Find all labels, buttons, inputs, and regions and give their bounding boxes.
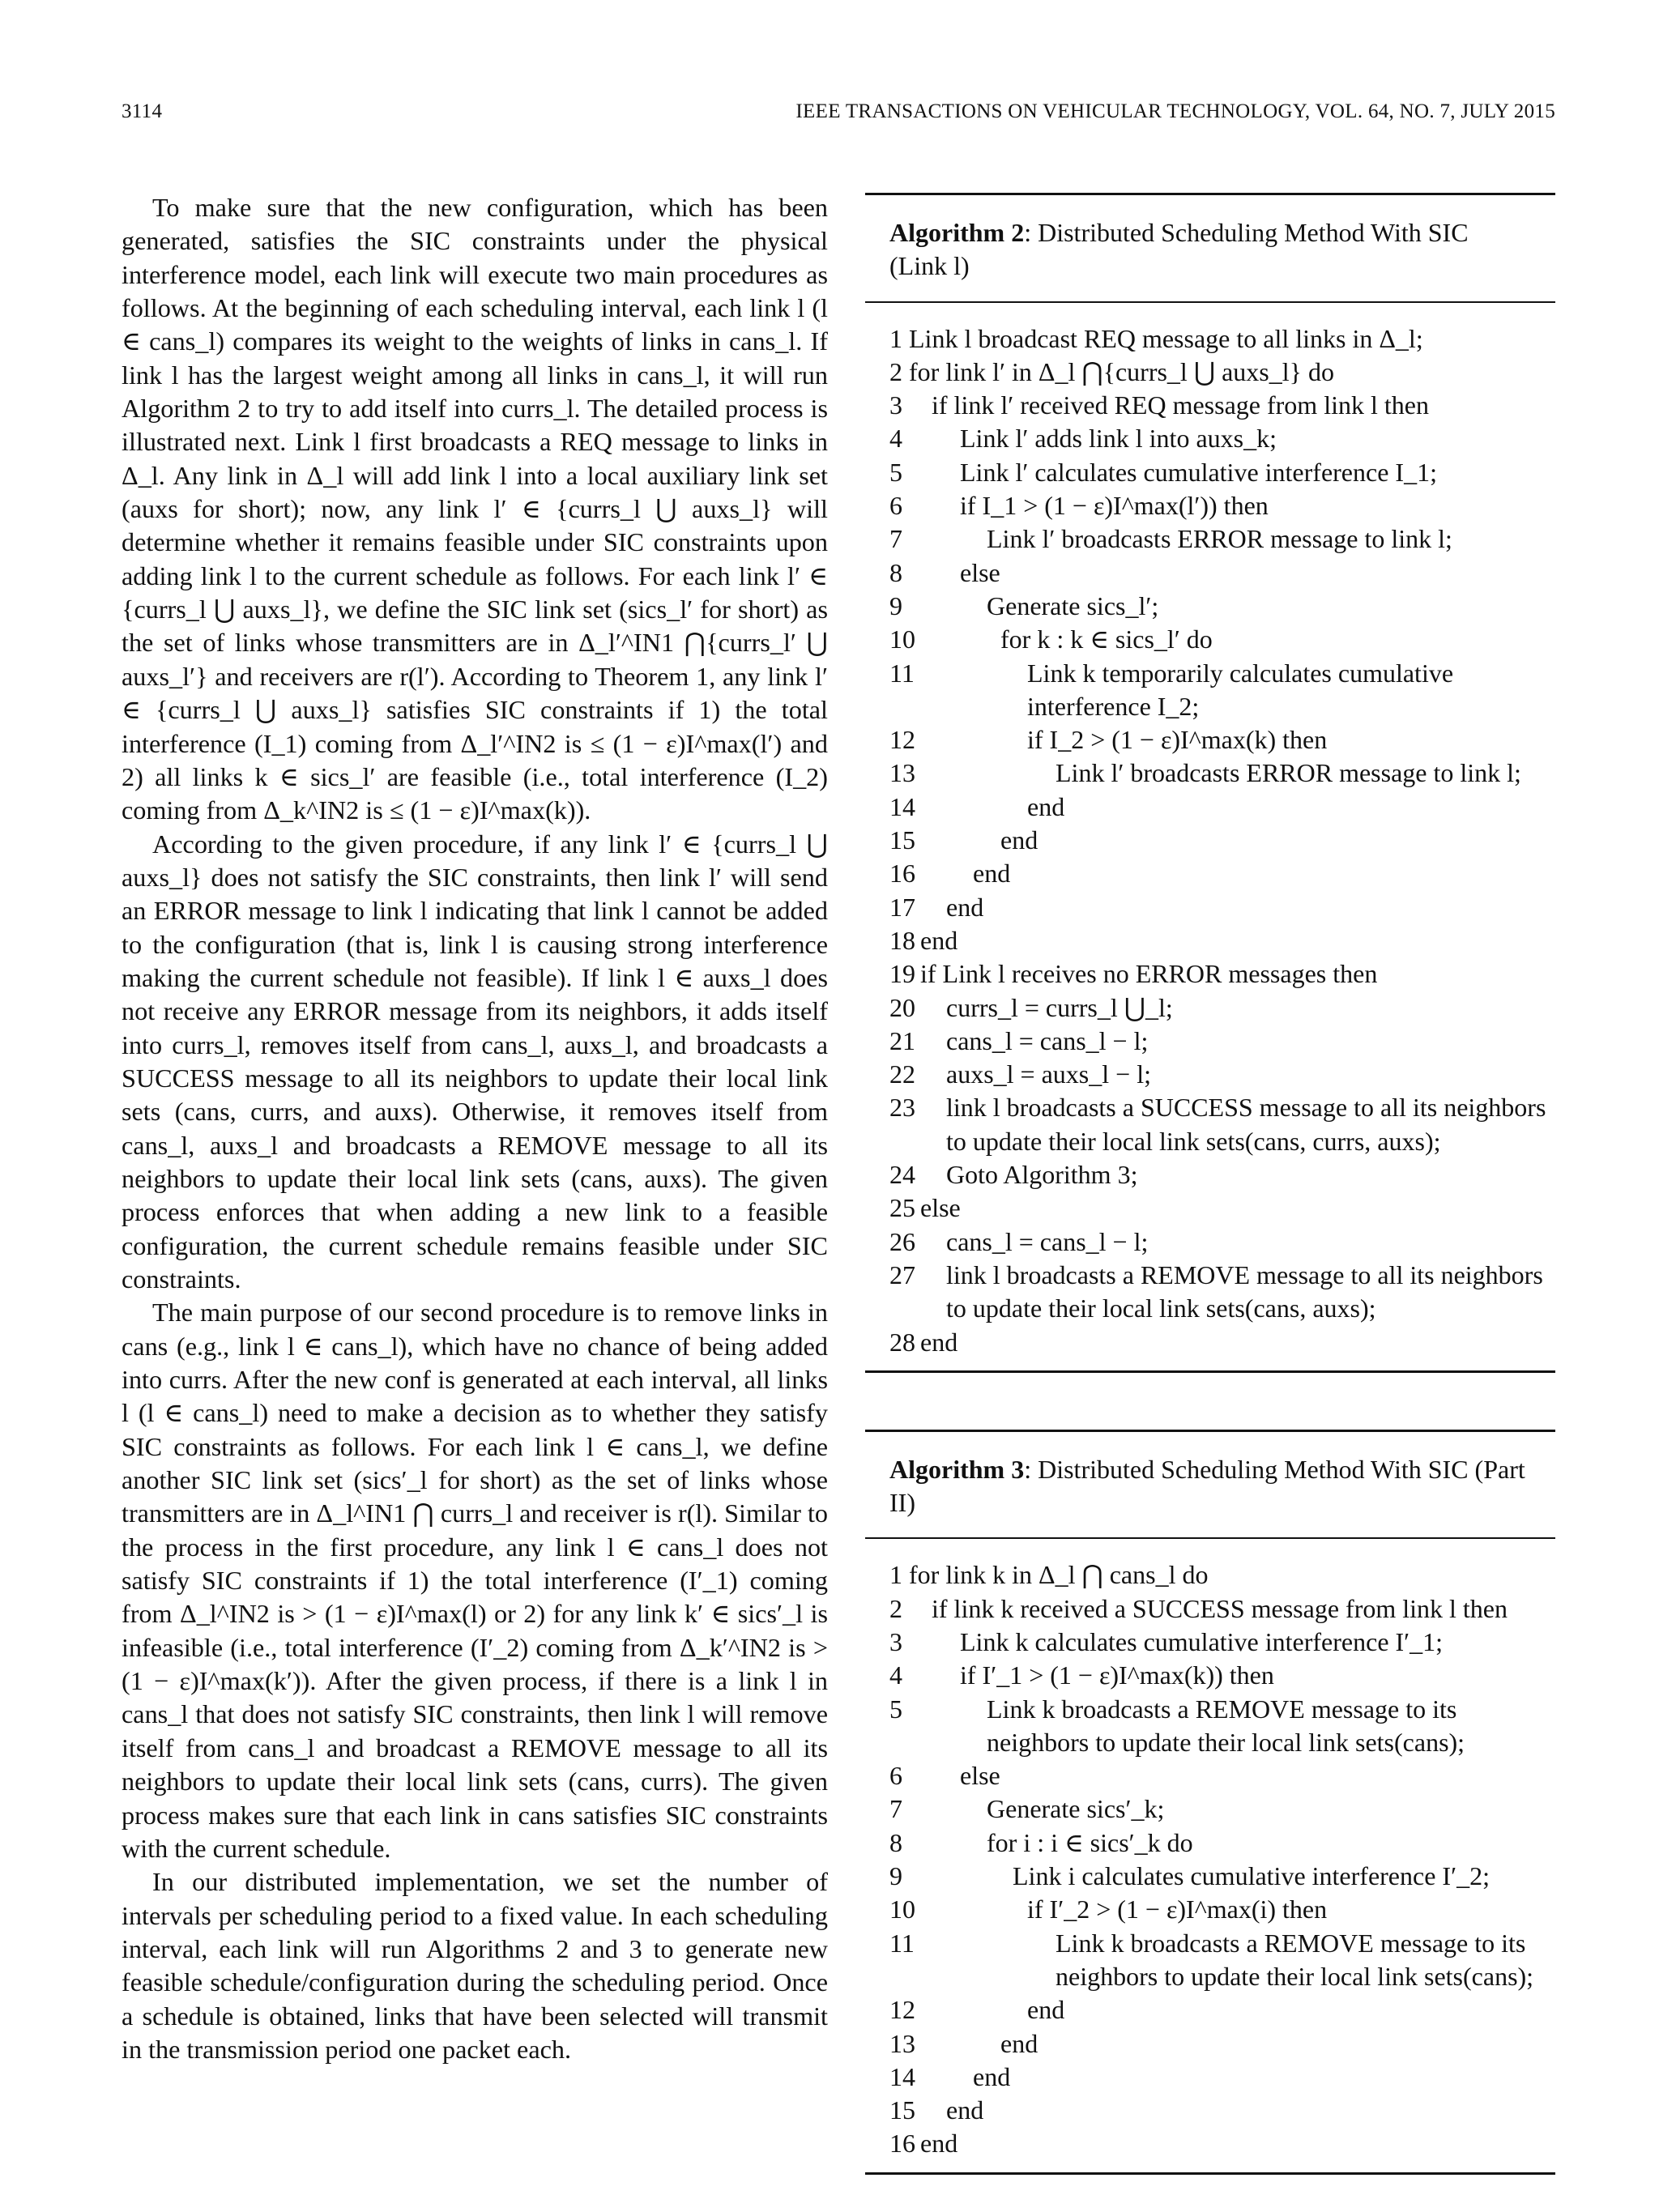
line-text: Generate sics′_k;: [987, 1794, 1165, 1824]
line-number: 8: [889, 1827, 902, 1857]
line-text: Link l′ adds link l into auxs_k;: [960, 424, 1277, 454]
line-number: 28: [889, 1327, 915, 1357]
line-text: end: [920, 925, 958, 955]
line-text: Goto Algorithm 3;: [946, 1160, 1138, 1190]
page-number: 3114: [122, 100, 163, 122]
line-number: 14: [889, 2061, 915, 2091]
body-paragraph: To make sure that the new configuration, which has been generated, satisfies the SIC constraints under the physical interference model, each link will execute two main procedures as follows. At the beginning of each scheduling interval, each link l (l ∈ cans_l) compares its weight to the weights of links in cans_l. If link l has the largest weight among all links in cans_l, it will run Algorithm 2 to try to add itself into currs_l. The detailed process is illustrated next. Link l first broadcasts a REQ message to links in Δ_l. Any link in Δ_l will add link l into a local auxiliary link set (auxs for short); now, any link l′ ∈ {currs_l ⋃ auxs_l} will determine whether it remains feasible under SIC constraints upon adding link l to the current schedule as follows. For each link l′ ∈ {currs_l ⋃ auxs_l}, we define the SIC link set (sics_l′ for short) as the set of links whose transmitters are in Δ_l′^IN1 ⋂{currs_l′ ⋃ auxs_l′} and receivers are r(l′). According to Theorem 1, any link l′ ∈ {currs_l ⋃ auxs_l} satisfies SIC constraints if 1) the total interference (I_1) coming from Δ_l′^IN2 is ≤ (1 − ε)I^max(l′) and 2) all links k ∈ sics_l′ are feasible (i.e., total interference (I_2) coming from Δ_k^IN2 is ≤ (1 − ε)I^max(k)).: [122, 193, 828, 825]
line-text: Link k temporarily calculates cumulative interference I_2;: [1027, 658, 1454, 721]
line-text: Link l′ broadcasts ERROR message to link l;: [987, 524, 1452, 554]
line-number: 1: [889, 1560, 902, 1590]
algo-line: [889, 1759, 1547, 1792]
algo-line: [889, 1259, 1547, 1326]
algorithm-label: Algorithm 3: [889, 1454, 1025, 1484]
algo-line: [889, 1626, 1547, 1659]
line-text: link l broadcasts a SUCCESS message to all its neighbors to update their local link sets(cans, currs, auxs);: [946, 1093, 1546, 1156]
line-text: if I′_2 > (1 − ε)I^max(i) then: [1027, 1894, 1328, 1924]
algo-line: [889, 1792, 1547, 1826]
line-number: 4: [889, 1660, 902, 1690]
line-number: 4: [889, 424, 902, 454]
line-text: end: [946, 2095, 984, 2125]
line-number: 12: [889, 725, 915, 755]
line-number: 14: [889, 791, 915, 821]
line-number: 27: [889, 1259, 915, 1289]
algo-line: [889, 2127, 1547, 2160]
algo-line: [889, 1993, 1547, 2027]
body-paragraph: According to the given procedure, if any link l′ ∈ {currs_l ⋃ auxs_l} does not satisfy the SIC constraints, then link l′ will send an ERROR message to link l indicating that link l cannot be added to the configuration (that is, link l is causing strong interference making the current schedule not feasible). If link l ∈ auxs_l does not receive any ERROR message from its neighbors, it adds itself into currs_l, removes itself from cans_l, auxs_l, and broadcasts a SUCCESS message to all its neighbors to update their local link sets (cans, currs, and auxs). Otherwise, it removes itself from cans_l, auxs_l and broadcasts a REMOVE message to all its neighbors to update their local link sets (cans, auxs). The given process enforces that when adding a new link to a feasible configuration, the current schedule remains feasible under SIC constraints.: [122, 829, 828, 1294]
line-number: 5: [889, 457, 902, 487]
line-number: 3: [889, 1626, 902, 1656]
line-text: end: [920, 1327, 958, 1357]
line-number: 10: [889, 1894, 915, 1924]
algorithm-title: [865, 1432, 1555, 1538]
algo-line: [889, 2061, 1547, 2094]
line-number: 19: [889, 959, 915, 989]
line-number: 22: [889, 1059, 915, 1089]
line-text: link l broadcasts a REMOVE message to all its neighbors to update their local link sets(cans, auxs);: [946, 1259, 1543, 1323]
line-number: 25: [889, 1193, 915, 1223]
line-text: cans_l = cans_l − l;: [946, 1025, 1149, 1055]
algorithms-column: [865, 193, 1555, 2175]
algo-line: [889, 556, 1547, 590]
line-text: auxs_l = auxs_l − l;: [946, 1059, 1151, 1089]
algo-line: [889, 590, 1547, 623]
line-text: if I_1 > (1 − ε)I^max(l′)) then: [960, 491, 1269, 521]
line-number: 7: [889, 1794, 902, 1824]
line-text: else: [920, 1193, 961, 1223]
line-text: if Link l receives no ERROR messages then: [920, 959, 1378, 989]
algo-line: [889, 757, 1547, 790]
algo-line: [889, 857, 1547, 890]
algo-line: [889, 522, 1547, 556]
algo-line: [889, 824, 1547, 857]
line-text: Link k broadcasts a REMOVE message to its neighbors to update their local link sets(cans);: [1056, 1928, 1534, 1991]
line-text: cans_l = cans_l − l;: [946, 1226, 1149, 1256]
line-text: Link l′ broadcasts ERROR message to link l;: [1056, 758, 1521, 788]
line-number: 17: [889, 892, 915, 922]
algo-line: [889, 891, 1547, 924]
algo-line: [889, 924, 1547, 957]
line-text: if link k received a SUCCESS message from link l then: [932, 1593, 1508, 1623]
line-number: 10: [889, 624, 915, 654]
algorithm-title: [865, 195, 1555, 301]
line-number: 13: [889, 2028, 915, 2058]
line-number: 15: [889, 825, 915, 855]
line-number: 26: [889, 1226, 915, 1256]
algo-line: [889, 623, 1547, 656]
line-text: if link l′ received REQ message from link l then: [932, 390, 1429, 420]
line-number: 24: [889, 1160, 915, 1190]
algorithm-caption: : Distributed Scheduling Method With SIC (Link l): [889, 218, 1469, 281]
algo-line: [889, 1693, 1547, 1760]
algo-line: [889, 1326, 1547, 1359]
algorithm-body: [865, 1539, 1555, 2172]
line-text: Link k broadcasts a REMOVE message to its neighbors to update their local link sets(cans);: [987, 1694, 1465, 1757]
journal-info: IEEE TRANSACTIONS ON VEHICULAR TECHNOLOGY, VOL. 64, NO. 7, JULY 2015: [795, 100, 1555, 122]
algo-line: [889, 1893, 1547, 1926]
line-number: 9: [889, 590, 902, 620]
algo-line: [889, 1225, 1547, 1259]
body-paragraph: The main purpose of our second procedure is to remove links in cans (e.g., link l ∈ cans_l), which have no chance of being added into currs. After the new conf is generated at each interval, all links l (l ∈ cans_l) need to make a decision as to whether they satisfy SIC constraints as follows. For each link l ∈ cans_l, we define another SIC link set (sics′_l for short) as the set of links whose transmitters are in Δ_l^IN1 ⋂ currs_l and receiver is r(l). Similar to the process in the first procedure, any link l ∈ cans_l does not satisfy SIC constraints if 1) the total interference (I′_1) coming from Δ_l^IN2 is > (1 − ε)I^max(l) or 2) for any link k′ ∈ sics′_l is infeasible (i.e., total interference (I′_2) coming from Δ_k′^IN2 is > (1 − ε)I^max(k′)). After the given process, if there is a link l in cans_l that does not satisfy SIC constraints, then link l will remove itself from cans_l and broadcast a REMOVE message to all its neighbors to update their local link sets (cans, currs). The given process makes sure that each link in cans satisfies SIC constraints with the current schedule.: [122, 1298, 829, 1863]
line-number: 18: [889, 925, 915, 955]
line-number: 7: [889, 524, 902, 554]
line-text: Link l′ calculates cumulative interference I_1;: [960, 457, 1437, 487]
algo-line: [889, 957, 1547, 991]
line-text: else: [960, 557, 1000, 587]
algo-line: [889, 322, 1547, 356]
line-text: end: [920, 2129, 958, 2159]
line-number: 6: [889, 1761, 902, 1791]
line-text: for k : k ∈ sics_l′ do: [1000, 624, 1213, 654]
line-text: Link i calculates cumulative interference I′_2;: [1013, 1861, 1490, 1891]
algo-line: [889, 1025, 1547, 1058]
line-number: 11: [889, 658, 915, 688]
line-number: 5: [889, 1694, 902, 1724]
algorithm-3-box: [865, 1430, 1555, 2175]
line-text: else: [960, 1761, 1000, 1791]
algo-line: [889, 791, 1547, 824]
line-number: 9: [889, 1861, 902, 1891]
line-text: if I_2 > (1 − ε)I^max(k) then: [1027, 725, 1328, 755]
line-number: 15: [889, 2095, 915, 2125]
line-text: end: [1027, 1995, 1065, 2025]
line-number: 23: [889, 1093, 915, 1123]
line-number: 21: [889, 1025, 915, 1055]
line-text: end: [1000, 825, 1038, 855]
line-text: end: [1000, 2028, 1038, 2058]
line-text: end: [946, 892, 984, 922]
algorithm-body: [865, 303, 1555, 1370]
line-text: for link l′ in Δ_l ⋂{currs_l ⋃ auxs_l} do: [909, 356, 1334, 386]
line-text: for link k in Δ_l ⋂ cans_l do: [909, 1560, 1209, 1590]
line-text: if I′_1 > (1 − ε)I^max(k)) then: [960, 1660, 1274, 1690]
line-number: 2: [889, 1593, 902, 1623]
line-text: currs_l = currs_l ⋃_l;: [946, 992, 1173, 1022]
line-number: 6: [889, 491, 902, 521]
algo-line: [889, 2094, 1547, 2127]
algorithm-bottom-rule: [865, 2172, 1555, 2175]
algo-line: [889, 1091, 1547, 1158]
algo-line: [889, 489, 1547, 522]
body-paragraph: In our distributed implementation, we set the number of intervals per scheduling period to a fixed value. In each scheduling interval, each link will run Algorithms 2 and 3 to generate new feasible schedule/configuration during the scheduling period. Once a schedule is obtained, links that have been selected will transmit in the transmission period one packet each.: [122, 1867, 828, 2064]
line-number: 11: [889, 1928, 915, 1958]
line-number: 20: [889, 992, 915, 1022]
algo-line: [889, 1592, 1547, 1626]
line-text: Link k calculates cumulative interference I′_1;: [960, 1626, 1444, 1656]
algo-line: [889, 1158, 1547, 1191]
line-text: end: [973, 859, 1011, 889]
algo-line: [889, 2027, 1547, 2061]
line-text: for i : i ∈ sics′_k do: [987, 1827, 1193, 1857]
line-text: Generate sics_l′;: [987, 590, 1159, 620]
algo-line: [889, 422, 1547, 455]
algorithm-caption: : Distributed Scheduling Method With SIC (Part II): [889, 1454, 1525, 1518]
line-text: Link l broadcast REQ message to all links in Δ_l;: [909, 323, 1423, 353]
body-text-column: [122, 191, 828, 2066]
algo-line: [889, 456, 1547, 489]
algo-line: [889, 1058, 1547, 1091]
line-number: 1: [889, 323, 902, 353]
line-number: 13: [889, 758, 915, 788]
algo-line: [889, 356, 1547, 389]
line-number: 16: [889, 2129, 915, 2159]
algo-line: [889, 723, 1547, 757]
line-number: 3: [889, 390, 902, 420]
algo-line: [889, 1826, 1547, 1860]
algo-line: [889, 1558, 1547, 1592]
line-text: end: [973, 2061, 1011, 2091]
line-text: end: [1027, 791, 1065, 821]
algo-line: [889, 991, 1547, 1025]
algorithm-label: Algorithm 2: [889, 218, 1025, 247]
algo-line: [889, 1659, 1547, 1692]
algo-line: [889, 389, 1547, 422]
algorithm-spacer: [865, 1373, 1555, 1430]
algorithm-2-box: [865, 193, 1555, 1373]
algo-line: [889, 1191, 1547, 1225]
line-number: 8: [889, 557, 902, 587]
algo-line: [889, 657, 1547, 724]
page-header: [122, 100, 1555, 133]
algo-line: [889, 1927, 1547, 1994]
line-number: 12: [889, 1995, 915, 2025]
line-number: 2: [889, 356, 902, 386]
line-number: 16: [889, 859, 915, 889]
algo-line: [889, 1860, 1547, 1893]
